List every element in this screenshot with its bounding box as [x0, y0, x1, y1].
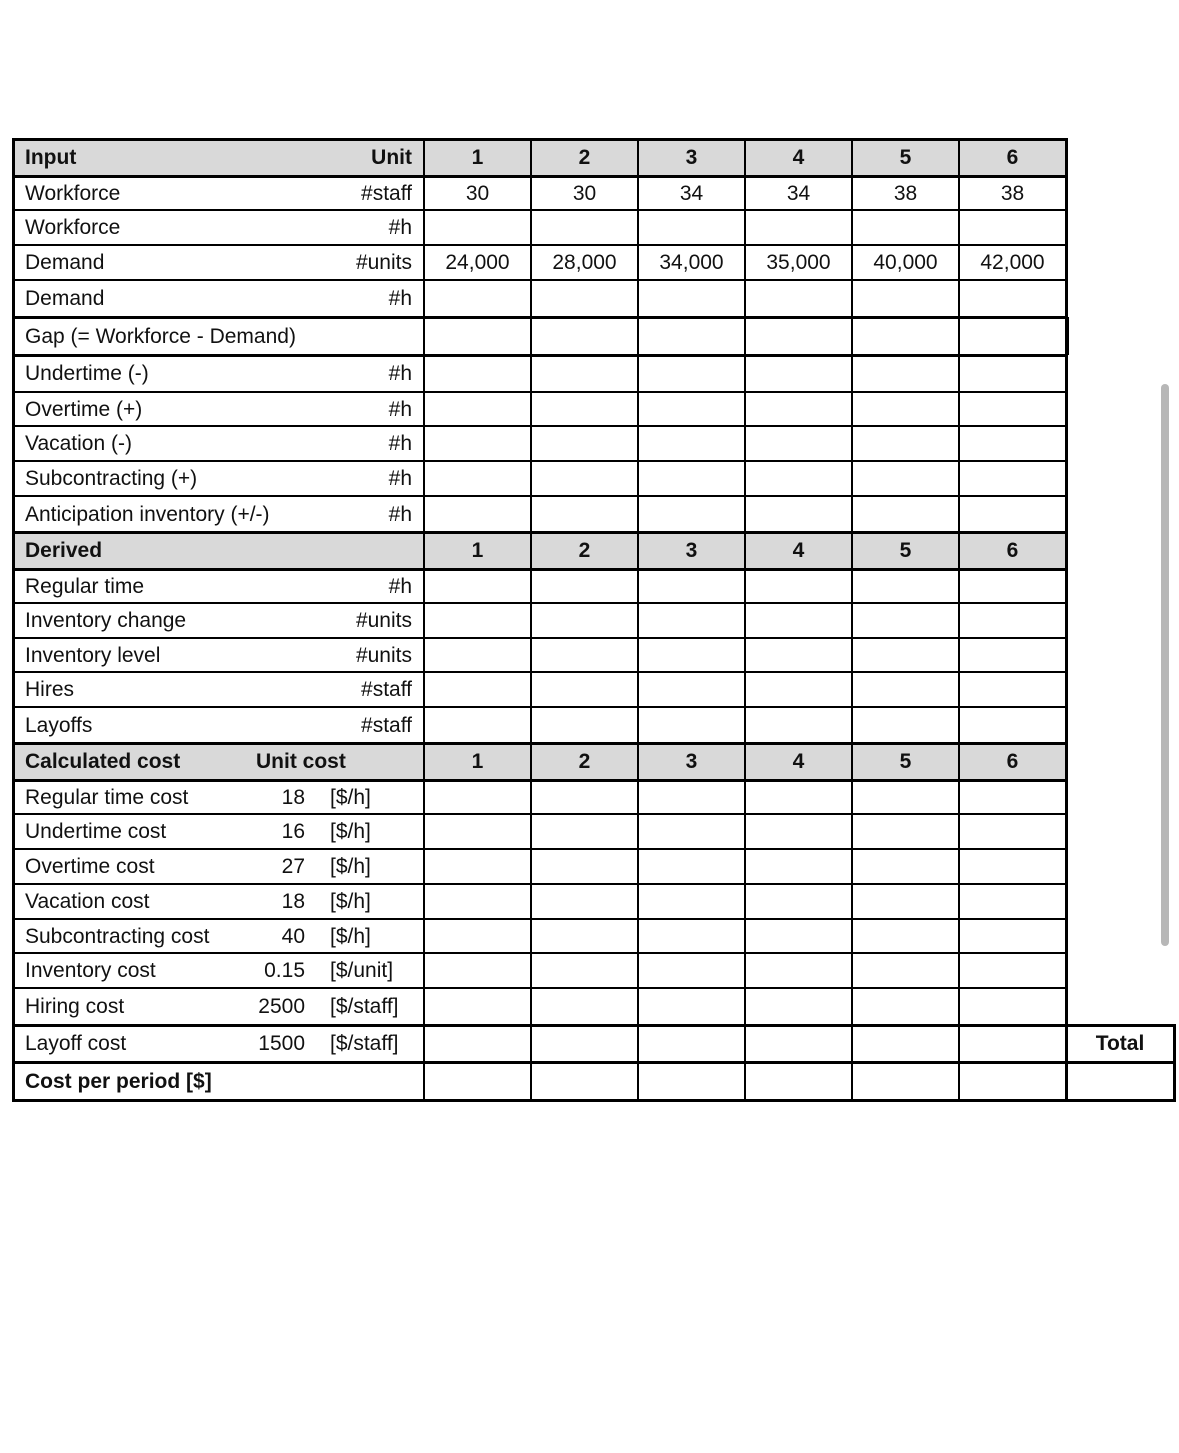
input-row-8-period-1[interactable] — [424, 426, 531, 461]
unit-cost-unit: [$/h] — [330, 855, 371, 878]
period-column-border — [851, 139, 853, 1100]
derived-row-unit: #units — [355, 643, 412, 667]
cost-row-8-period-6[interactable] — [959, 1025, 1066, 1062]
derived-header-period-4: 4 — [792, 539, 805, 562]
grid-line — [12, 138, 1068, 141]
input-row-4-period-4[interactable] — [745, 280, 852, 317]
cost-per-period-label: Cost per period [$] — [25, 1069, 212, 1093]
input-row-label: Workforce — [25, 181, 121, 205]
input-row-5-period-1[interactable] — [424, 317, 531, 355]
derived-row-5-period-5[interactable] — [852, 707, 959, 743]
cost-row-7-period-1[interactable] — [424, 988, 531, 1025]
input-header-period-6: 6 — [1006, 146, 1019, 169]
grid-line — [12, 779, 1068, 782]
period-column-border — [637, 139, 639, 1100]
cost-row-3-period-2[interactable] — [531, 849, 638, 884]
cost-row-1-period-6[interactable] — [959, 780, 1066, 814]
input-row-10-period-4[interactable] — [745, 496, 852, 532]
input-row-unit: #h — [388, 362, 412, 385]
cost-row-6-period-3[interactable] — [638, 953, 745, 988]
cost-row-7-period-2[interactable] — [531, 988, 638, 1025]
unit-cost-column-header: Unit cost — [256, 750, 346, 773]
cost-row-4-period-3[interactable] — [638, 884, 745, 919]
cost-row-8-period-2[interactable] — [531, 1025, 638, 1062]
input-row-2-period-1[interactable] — [424, 210, 531, 245]
input-row-2-period-2[interactable] — [531, 210, 638, 245]
input-row-6-period-4[interactable] — [745, 355, 852, 392]
cost-row-label: Vacation cost — [25, 890, 150, 913]
cost-row-3-period-3[interactable] — [638, 849, 745, 884]
input-row-3-period-5[interactable]: 40,000 — [873, 251, 938, 274]
derived-row-4-period-5[interactable] — [852, 672, 959, 707]
grid-line — [12, 602, 1068, 604]
input-row-9-period-5[interactable] — [852, 461, 959, 496]
derived-row-4-period-2[interactable] — [531, 672, 638, 707]
input-row-unit: #h — [388, 432, 412, 455]
input-header-period-3: 3 — [685, 146, 698, 169]
input-row-unit: #h — [388, 287, 412, 310]
input-row-1-period-3[interactable]: 34 — [679, 181, 704, 205]
cost-row-3-period-1[interactable] — [424, 849, 531, 884]
grid-line — [12, 1061, 1068, 1064]
cost-row-4-period-2[interactable] — [531, 884, 638, 919]
unit-cost-unit: [$/h] — [330, 890, 371, 913]
cost-row-8-period-3[interactable] — [638, 1025, 745, 1062]
derived-row-4-period-3[interactable] — [638, 672, 745, 707]
derived-header-period-3: 3 — [685, 539, 698, 562]
cost-row-8-period-5[interactable] — [852, 1025, 959, 1062]
grid-line — [12, 391, 1068, 393]
derived-row-5-period-2[interactable] — [531, 707, 638, 743]
input-row-8-period-4[interactable] — [745, 426, 852, 461]
input-row-5-period-6[interactable] — [959, 317, 1066, 355]
input-row-unit: #h — [388, 467, 412, 490]
grid-line — [12, 568, 1068, 571]
derived-section-title: Derived — [25, 539, 103, 562]
cost-row-5-period-6[interactable] — [959, 919, 1066, 953]
cost-row-2-period-1[interactable] — [424, 814, 531, 849]
input-row-10-period-6[interactable] — [959, 496, 1066, 532]
input-row-3-period-6[interactable]: 42,000 — [980, 251, 1045, 274]
cost-row-5-period-5[interactable] — [852, 919, 959, 953]
grid-line — [12, 495, 1068, 497]
input-row-9-period-1[interactable] — [424, 461, 531, 496]
cost-row-4-period-6[interactable] — [959, 884, 1066, 919]
input-row-8-period-6[interactable] — [959, 426, 1066, 461]
cost-header-period-6: 6 — [1006, 750, 1019, 773]
derived-row-2-period-1[interactable] — [424, 603, 531, 638]
cost-header-period-4: 4 — [792, 750, 805, 773]
cost-row-4-period-4[interactable] — [745, 884, 852, 919]
input-row-unit: #h — [388, 397, 412, 421]
period-column-border — [744, 139, 746, 1100]
input-row-7-period-1[interactable] — [424, 392, 531, 426]
unit-cost-unit: [$/staff] — [330, 1032, 399, 1055]
unit-cost-value: 18 — [281, 890, 305, 913]
input-row-7-period-2[interactable] — [531, 392, 638, 426]
derived-row-3-period-4[interactable] — [745, 638, 852, 672]
input-row-unit: #staff — [361, 181, 412, 205]
input-row-label: Overtime (+) — [25, 397, 143, 421]
period-column-border — [530, 139, 532, 1100]
derived-row-label: Regular time — [25, 574, 145, 598]
unit-cost-value: 27 — [281, 855, 305, 878]
derived-row-5-period-6[interactable] — [959, 707, 1066, 743]
cost-row-label: Overtime cost — [25, 855, 155, 878]
input-section-title: Input — [25, 146, 77, 169]
derived-row-3-period-1[interactable] — [424, 638, 531, 672]
input-row-7-period-3[interactable] — [638, 392, 745, 426]
derived-row-1-period-2[interactable] — [531, 569, 638, 603]
cost-per-period-period-5[interactable] — [852, 1062, 959, 1100]
derived-row-1-period-4[interactable] — [745, 569, 852, 603]
derived-row-label: Hires — [25, 678, 75, 701]
cost-row-7-period-5[interactable] — [852, 988, 959, 1025]
derived-row-2-period-6[interactable] — [959, 603, 1066, 638]
input-row-unit: #h — [388, 216, 412, 239]
derived-row-5-period-1[interactable] — [424, 707, 531, 743]
derived-row-4-period-6[interactable] — [959, 672, 1066, 707]
input-row-3-period-1[interactable]: 24,000 — [445, 251, 510, 274]
derived-row-3-period-6[interactable] — [959, 638, 1066, 672]
input-row-1-period-6[interactable]: 38 — [1000, 181, 1025, 205]
input-row-6-period-3[interactable] — [638, 355, 745, 392]
unit-cost-unit: [$/h] — [330, 785, 371, 809]
cost-row-label: Hiring cost — [25, 995, 125, 1018]
input-row-8-period-5[interactable] — [852, 426, 959, 461]
derived-row-2-period-5[interactable] — [852, 603, 959, 638]
cost-per-period-period-1[interactable] — [424, 1062, 531, 1100]
cost-row-label: Inventory cost — [25, 959, 156, 982]
total-box-right — [1173, 1025, 1176, 1101]
period-column-border — [958, 139, 960, 1100]
cost-section-title: Calculated cost — [25, 750, 181, 773]
cost-row-7-period-3[interactable] — [638, 988, 745, 1025]
derived-row-label: Inventory level — [25, 643, 161, 667]
input-row-1-period-4[interactable]: 34 — [786, 181, 811, 205]
grid-line — [12, 425, 1068, 427]
grid-line — [12, 637, 1068, 639]
input-row-label: Workforce — [25, 216, 121, 239]
input-row-9-period-4[interactable] — [745, 461, 852, 496]
input-row-3-period-4[interactable]: 35,000 — [766, 251, 831, 274]
derived-row-unit: #staff — [361, 713, 412, 737]
cost-row-5-period-3[interactable] — [638, 919, 745, 953]
input-row-label: Undertime (-) — [25, 362, 149, 385]
grid-line — [12, 742, 1068, 745]
input-row-6-period-2[interactable] — [531, 355, 638, 392]
total-header: Total — [1095, 1032, 1145, 1055]
input-row-2-period-5[interactable] — [852, 210, 959, 245]
input-row-4-period-3[interactable] — [638, 280, 745, 317]
input-row-1-period-5[interactable]: 38 — [893, 181, 918, 205]
cost-row-6-period-4[interactable] — [745, 953, 852, 988]
cost-row-7-period-4[interactable] — [745, 988, 852, 1025]
grid-line — [12, 279, 1068, 281]
grid-line — [12, 316, 1068, 319]
grid-line — [12, 671, 1068, 673]
input-header-period-4: 4 — [792, 146, 805, 169]
cost-header-period-5: 5 — [899, 750, 912, 773]
input-row-label: Demand — [25, 287, 105, 310]
input-row-6-period-1[interactable] — [424, 355, 531, 392]
derived-row-unit: #h — [388, 574, 412, 598]
derived-row-2-period-3[interactable] — [638, 603, 745, 638]
table-right-border — [1065, 139, 1068, 1100]
input-row-4-period-6[interactable] — [959, 280, 1066, 317]
cost-per-period-period-4[interactable] — [745, 1062, 852, 1100]
derived-row-5-period-4[interactable] — [745, 707, 852, 743]
grid-line — [12, 244, 1068, 246]
table-left-border — [12, 139, 15, 1100]
unit-cost-unit: [$/h] — [330, 820, 371, 843]
grid-line — [12, 354, 1068, 357]
input-row-10-period-3[interactable] — [638, 496, 745, 532]
input-row-unit: #h — [388, 502, 412, 526]
cost-row-4-period-1[interactable] — [424, 884, 531, 919]
label-column-border — [423, 139, 425, 1100]
derived-row-2-period-4[interactable] — [745, 603, 852, 638]
cost-row-1-period-2[interactable] — [531, 780, 638, 814]
grid-line — [12, 706, 1068, 708]
input-row-label: Gap (= Workforce - Demand) — [25, 324, 296, 348]
cost-per-period-period-2[interactable] — [531, 1062, 638, 1100]
grid-line — [12, 531, 1068, 534]
cost-row-label: Layoff cost — [25, 1032, 127, 1055]
input-row-6-period-5[interactable] — [852, 355, 959, 392]
input-row-5-period-5[interactable] — [852, 317, 959, 355]
input-row-5-period-4[interactable] — [745, 317, 852, 355]
cost-header-period-1: 1 — [471, 750, 484, 773]
derived-row-label: Inventory change — [25, 609, 187, 632]
grid-line — [12, 460, 1068, 462]
grid-line — [12, 209, 1068, 211]
cost-row-1-period-5[interactable] — [852, 780, 959, 814]
cost-row-3-period-5[interactable] — [852, 849, 959, 884]
input-row-6-period-6[interactable] — [959, 355, 1066, 392]
grid-line — [12, 883, 1068, 885]
input-row-1-period-1[interactable]: 30 — [465, 181, 490, 205]
unit-cost-value: 18 — [281, 785, 305, 809]
unit-cost-value: 1500 — [258, 1032, 305, 1055]
derived-row-3-period-3[interactable] — [638, 638, 745, 672]
cost-row-6-period-5[interactable] — [852, 953, 959, 988]
cost-row-8-period-1[interactable] — [424, 1025, 531, 1062]
input-row-3-period-3[interactable]: 34,000 — [659, 251, 724, 274]
input-row-10-period-1[interactable] — [424, 496, 531, 532]
input-header-period-5: 5 — [899, 146, 912, 169]
input-row-2-period-4[interactable] — [745, 210, 852, 245]
cost-row-5-period-1[interactable] — [424, 919, 531, 953]
total-box-middle — [1066, 1061, 1176, 1064]
grid-line — [12, 175, 1068, 178]
grid-line — [12, 813, 1068, 815]
cost-row-8-period-4[interactable] — [745, 1025, 852, 1062]
input-row-unit: #units — [355, 251, 412, 274]
input-row-label: Anticipation inventory (+/-) — [25, 502, 270, 526]
cost-row-6-period-1[interactable] — [424, 953, 531, 988]
derived-row-2-period-2[interactable] — [531, 603, 638, 638]
cost-header-period-2: 2 — [578, 750, 591, 773]
cost-row-label: Undertime cost — [25, 820, 167, 843]
input-row-2-period-3[interactable] — [638, 210, 745, 245]
grid-line — [12, 987, 1068, 989]
total-value-cell[interactable] — [1066, 1062, 1174, 1100]
derived-row-4-period-4[interactable] — [745, 672, 852, 707]
cost-row-2-period-5[interactable] — [852, 814, 959, 849]
cost-per-period-period-3[interactable] — [638, 1062, 745, 1100]
grid-line — [12, 1024, 1068, 1027]
input-row-8-period-3[interactable] — [638, 426, 745, 461]
grid-line — [12, 918, 1068, 920]
input-row-7-period-4[interactable] — [745, 392, 852, 426]
input-row-label: Vacation (-) — [25, 432, 132, 455]
cost-row-5-period-4[interactable] — [745, 919, 852, 953]
derived-row-label: Layoffs — [25, 713, 93, 737]
input-row-label: Subcontracting (+) — [25, 467, 198, 490]
unit-cost-value: 40 — [281, 924, 305, 948]
unit-cost-unit: [$/unit] — [330, 959, 394, 982]
input-row-8-period-2[interactable] — [531, 426, 638, 461]
derived-row-1-period-1[interactable] — [424, 569, 531, 603]
cost-row-label: Subcontracting cost — [25, 924, 210, 948]
derived-row-1-period-6[interactable] — [959, 569, 1066, 603]
cost-row-label: Regular time cost — [25, 785, 189, 809]
input-header-period-2: 2 — [578, 146, 591, 169]
cost-row-6-period-2[interactable] — [531, 953, 638, 988]
input-row-4-period-5[interactable] — [852, 280, 959, 317]
derived-row-1-period-3[interactable] — [638, 569, 745, 603]
vertical-scrollbar[interactable] — [1161, 384, 1169, 946]
derived-row-3-period-2[interactable] — [531, 638, 638, 672]
input-row-3-period-2[interactable]: 28,000 — [552, 251, 617, 274]
gap-row-right-border — [1066, 317, 1069, 355]
unit-cost-value: 0.15 — [264, 959, 305, 982]
derived-row-unit: #staff — [361, 678, 412, 701]
input-row-9-period-2[interactable] — [531, 461, 638, 496]
cost-row-3-period-6[interactable] — [959, 849, 1066, 884]
input-row-7-period-6[interactable] — [959, 392, 1066, 426]
cost-row-6-period-6[interactable] — [959, 953, 1066, 988]
cost-row-2-period-4[interactable] — [745, 814, 852, 849]
unit-cost-value: 16 — [281, 820, 305, 843]
derived-row-4-period-1[interactable] — [424, 672, 531, 707]
cost-row-2-period-3[interactable] — [638, 814, 745, 849]
input-row-9-period-6[interactable] — [959, 461, 1066, 496]
input-row-2-period-6[interactable] — [959, 210, 1066, 245]
derived-row-5-period-3[interactable] — [638, 707, 745, 743]
cost-row-7-period-6[interactable] — [959, 988, 1066, 1025]
cost-row-3-period-4[interactable] — [745, 849, 852, 884]
cost-row-2-period-6[interactable] — [959, 814, 1066, 849]
cost-row-1-period-4[interactable] — [745, 780, 852, 814]
input-row-10-period-5[interactable] — [852, 496, 959, 532]
unit-cost-unit: [$/staff] — [330, 995, 399, 1018]
derived-row-unit: #units — [355, 609, 412, 632]
input-header-period-1: 1 — [471, 146, 484, 169]
unit-cost-unit: [$/h] — [330, 924, 371, 948]
derived-row-3-period-5[interactable] — [852, 638, 959, 672]
input-row-label: Demand — [25, 251, 105, 274]
grid-line — [12, 848, 1068, 850]
table-bottom-border — [12, 1099, 1176, 1102]
input-row-9-period-3[interactable] — [638, 461, 745, 496]
input-row-7-period-5[interactable] — [852, 392, 959, 426]
input-row-4-period-1[interactable] — [424, 280, 531, 317]
aggregate-planning-spreadsheet — [12, 139, 1176, 1102]
derived-row-1-period-5[interactable] — [852, 569, 959, 603]
derived-header-period-1: 1 — [471, 539, 484, 562]
derived-header-period-6: 6 — [1006, 539, 1019, 562]
total-box-top — [1066, 1024, 1176, 1027]
unit-column-header: Unit — [371, 146, 412, 169]
cost-row-1-period-3[interactable] — [638, 780, 745, 814]
cost-per-period-period-6[interactable] — [959, 1062, 1066, 1100]
input-row-10-period-2[interactable] — [531, 496, 638, 532]
cost-row-4-period-5[interactable] — [852, 884, 959, 919]
cost-header-period-3: 3 — [685, 750, 698, 773]
input-row-5-period-3[interactable] — [638, 317, 745, 355]
input-row-5-period-2[interactable] — [531, 317, 638, 355]
derived-header-period-5: 5 — [899, 539, 912, 562]
input-row-1-period-2[interactable]: 30 — [572, 181, 597, 205]
cost-row-5-period-2[interactable] — [531, 919, 638, 953]
unit-cost-value: 2500 — [258, 995, 305, 1018]
cost-row-2-period-2[interactable] — [531, 814, 638, 849]
cost-row-1-period-1[interactable] — [424, 780, 531, 814]
input-row-4-period-2[interactable] — [531, 280, 638, 317]
derived-header-period-2: 2 — [578, 539, 591, 562]
grid-line — [12, 952, 1068, 954]
